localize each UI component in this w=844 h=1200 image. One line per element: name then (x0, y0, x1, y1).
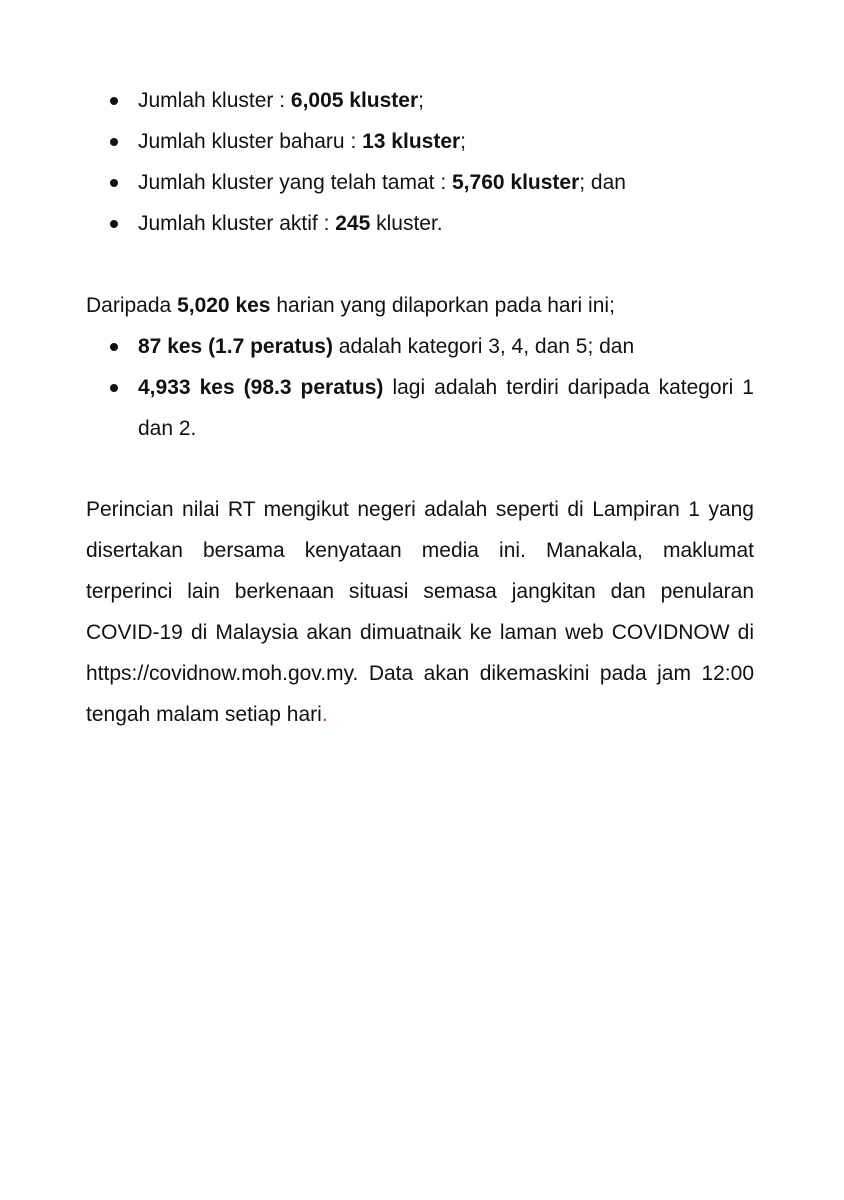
list-item (0, 367, 844, 449)
bullet-icon (110, 384, 118, 392)
end-mark: . (321, 703, 328, 726)
cases-intro-paragraph: Daripada 5,020 kes harian yang dilaporkan pada hari ini; (86, 294, 615, 317)
detail-paragraph: Perincian nilai RT mengikut negeri adalah seperti di Lampiran 1 yang disertakan bersama kenyataan media ini. Manakala, maklumat terperinci lain berkenaan situasi semasa jangkitan dan penularan COVID-19 di Malaysia akan dimuatnaik ke laman web COVIDNOW di https://covidnow.moh.gov.my. Data akan dikemaskini pada jam 12:00 tengah malam setiap hari. (86, 498, 754, 726)
list-item (0, 80, 844, 121)
cluster-total-text: Jumlah kluster : 6,005 kluster; (138, 89, 424, 112)
cluster-summary-list (0, 80, 844, 244)
list-item (0, 121, 844, 162)
bullet-icon (110, 220, 118, 228)
bullet-icon (110, 97, 118, 105)
cases-category-list (0, 326, 844, 449)
list-item (0, 162, 844, 203)
bullet-icon (110, 179, 118, 187)
cases-category-12-text: 4,933 kes (98.3 peratus) lagi adalah terdiri daripada kategori 1 dan 2. (138, 376, 754, 440)
cluster-ended-text: Jumlah kluster yang telah tamat : 5,760 kluster; dan (138, 171, 626, 194)
list-item (0, 326, 844, 367)
cluster-new-text: Jumlah kluster baharu : 13 kluster; (138, 130, 467, 153)
cluster-active-text: Jumlah kluster aktif : 245 kluster. (138, 212, 443, 235)
bullet-icon (110, 343, 118, 351)
cases-category-345-text: 87 kes (1.7 peratus) adalah kategori 3, 4, dan 5; dan (138, 335, 635, 358)
bullet-icon (110, 138, 118, 146)
list-item (0, 203, 844, 244)
